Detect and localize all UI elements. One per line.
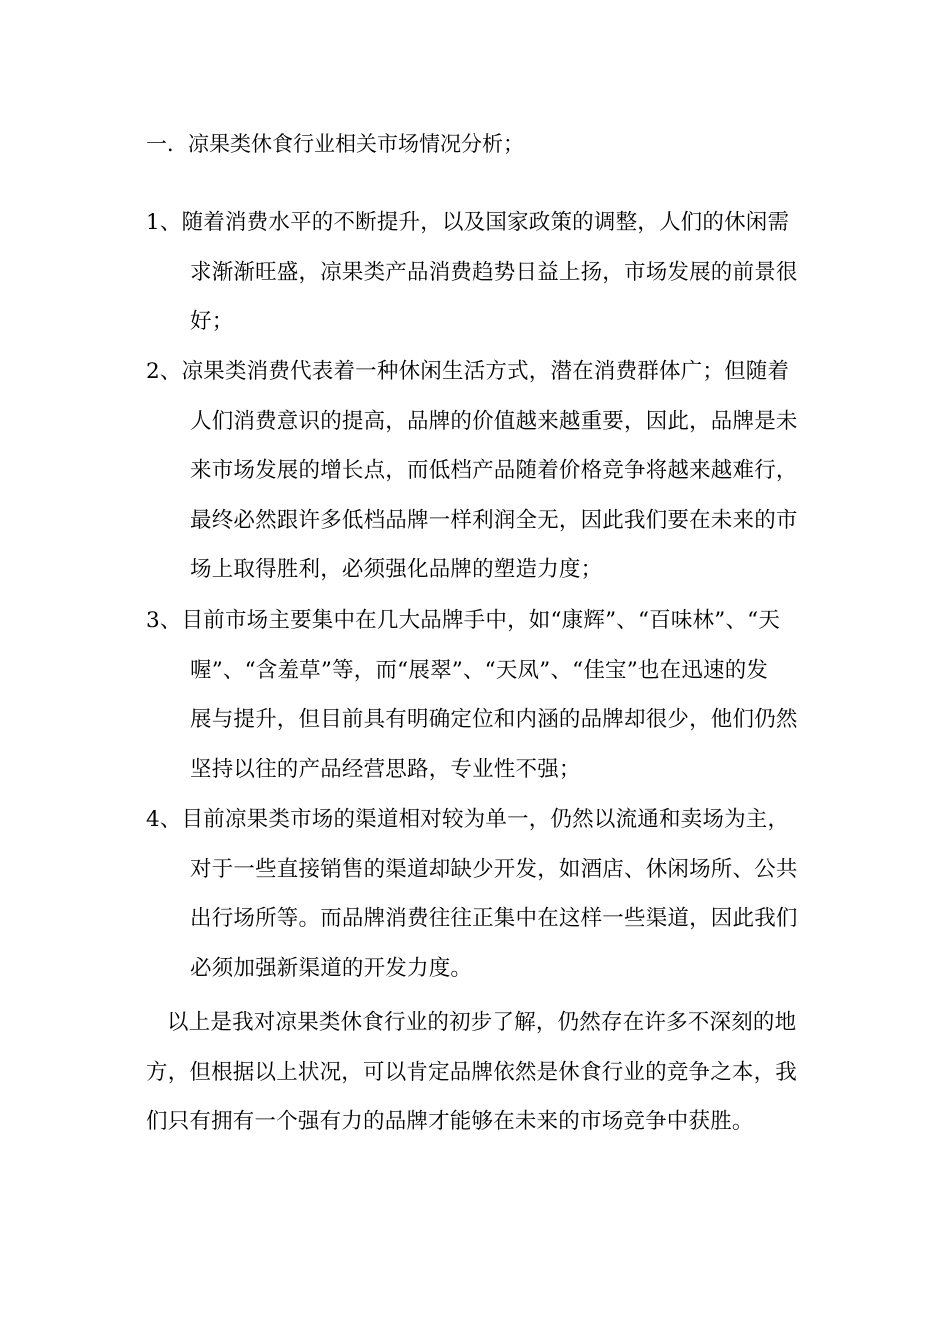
list-item-line: 3、目前市场主要集中在几大品牌手中，如“康辉”、“百味林”、“天: [146, 608, 781, 633]
section-heading: 一．凉果类休食行业相关市场情况分析；: [146, 132, 524, 156]
conclusion-line: 方，但根据以上状况，可以肯定品牌依然是休食行业的竞争之本，我: [146, 1059, 798, 1085]
list-item-line: 人们消费意识的提高，品牌的价值越来越重要，因此，品牌是未: [190, 408, 798, 434]
list-item-line: 4、目前凉果类市场的渠道相对较为单一，仍然以流通和卖场为主，: [146, 807, 790, 832]
list-item-4: [146, 795, 810, 993]
list-item-2: [146, 347, 810, 595]
list-item-line: 必须加强新渠道的开发力度。: [190, 955, 473, 981]
list-item-1: [146, 198, 810, 347]
list-item-line: 坚持以往的产品经营思路，专业性不强；: [190, 756, 581, 782]
conclusion-line: 们只有拥有一个强有力的品牌才能够在未来的市场竞争中获胜。: [146, 1109, 754, 1134]
list-item-line: 出行场所等。而品牌消费往往正集中在这样一些渠道，因此我们: [190, 906, 798, 931]
list-item-line: 最终必然跟许多低档品牌一样利润全无，因此我们要在未来的市: [190, 507, 798, 533]
list-item-line: 好；: [190, 309, 234, 334]
list-item-line: 2、凉果类消费代表着一种休闲生活方式，潜在消费群体广；但随着: [146, 359, 790, 384]
conclusion-paragraph: [146, 998, 810, 1147]
list-item-line: 场上取得胜利，必须强化品牌的塑造力度；: [190, 557, 603, 582]
list-item-line: 1、随着消费水平的不断提升，以及国家政策的调整，人们的休闲需: [146, 210, 790, 235]
list-item-line: 展与提升，但目前具有明确定位和内涵的品牌却很少，他们仍然: [190, 707, 798, 732]
conclusion-line: 以上是我对凉果类休食行业的初步了解，仍然存在许多不深刻的地: [167, 1010, 797, 1035]
list-item-line: 对于一些直接销售的渠道却缺少开发，如酒店、休闲场所、公共: [190, 856, 798, 882]
list-item-line: 求渐渐旺盛，凉果类产品消费趋势日益上扬，市场发展的前景很: [190, 259, 798, 285]
list-item-3: [146, 596, 810, 794]
list-item-line: 来市场发展的增长点，而低档产品随着价格竞争将越来越难行，: [190, 458, 798, 483]
list-item-line: 喔”、“含羞草”等，而“展翠”、“天凤”、“佳宝”也在迅速的发: [190, 657, 769, 683]
